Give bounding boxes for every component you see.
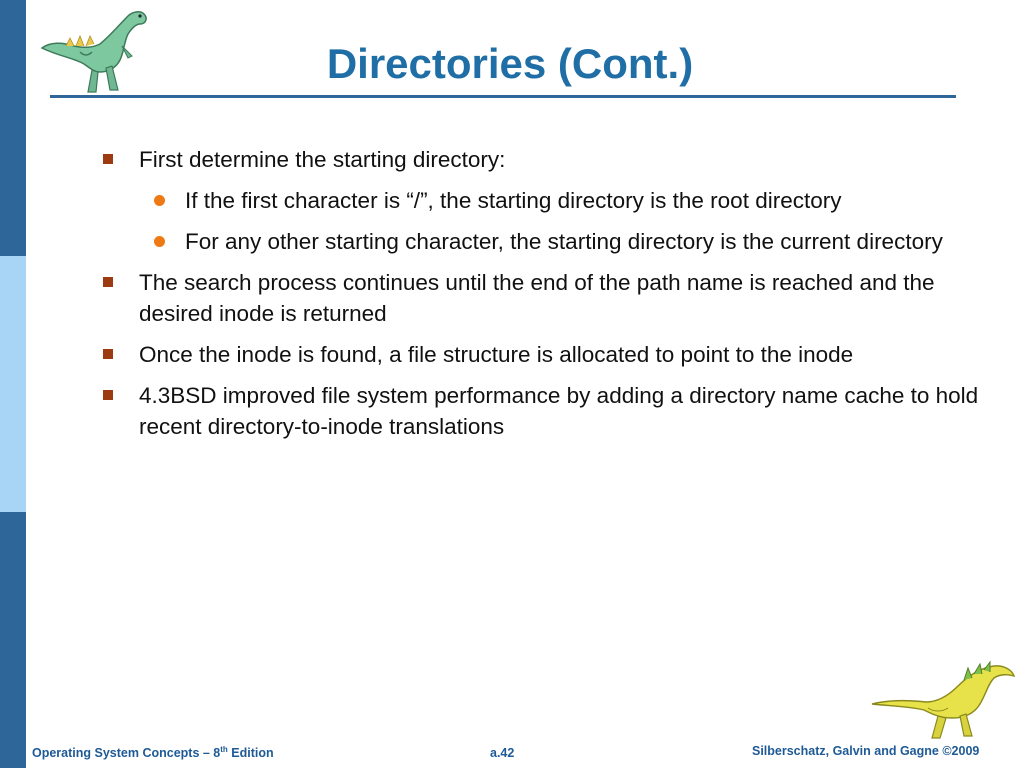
bullet-text: The search process continues until the end of the path name is reached and the desired inode is returned <box>139 270 935 326</box>
footer-copyright: Silberschatz, Galvin and Gagne ©2009 <box>752 744 980 758</box>
footer-book-title <box>32 746 274 760</box>
square-bullet-icon <box>103 349 113 359</box>
round-bullet-icon <box>154 236 165 247</box>
bullet-list <box>100 144 1012 452</box>
sub-bullet-text: If the first character is “/”, the starting directory is the root directory <box>185 188 842 213</box>
square-bullet-icon <box>103 154 113 164</box>
round-bullet-icon <box>154 195 165 206</box>
footer-book-prefix: Operating System Concepts – 8 <box>32 746 221 760</box>
left-band-bottom <box>0 512 26 768</box>
green-dinosaur-icon <box>36 6 156 98</box>
bullet-text: First determine the starting directory: <box>139 147 506 172</box>
bullet-text: 4.3BSD improved file system performance by adding a directory name cache to hold recent directory-to-inode translations <box>139 383 979 439</box>
sub-bullet-item <box>100 226 1012 257</box>
bullet-text: Once the inode is found, a file structure is allocated to point to the inode <box>139 342 854 367</box>
square-bullet-icon <box>103 277 113 287</box>
left-band-top <box>0 0 26 256</box>
left-band-middle <box>0 256 26 512</box>
footer-book-sup: th <box>220 744 228 754</box>
bullet-item <box>100 380 1012 442</box>
title-divider <box>50 95 956 98</box>
footer-book-suffix: Edition <box>227 746 274 760</box>
square-bullet-icon <box>103 390 113 400</box>
sub-bullet-item <box>100 185 1012 216</box>
sub-bullet-text: For any other starting character, the starting directory is the current directory <box>185 229 943 254</box>
bullet-item <box>100 339 1012 370</box>
slide-title: Directories (Cont.) <box>326 40 694 87</box>
bullet-item <box>100 267 1012 329</box>
bullet-item <box>100 144 1012 175</box>
footer-page-number: a.42 <box>490 746 515 760</box>
yellow-dinosaur-icon <box>868 660 1018 740</box>
